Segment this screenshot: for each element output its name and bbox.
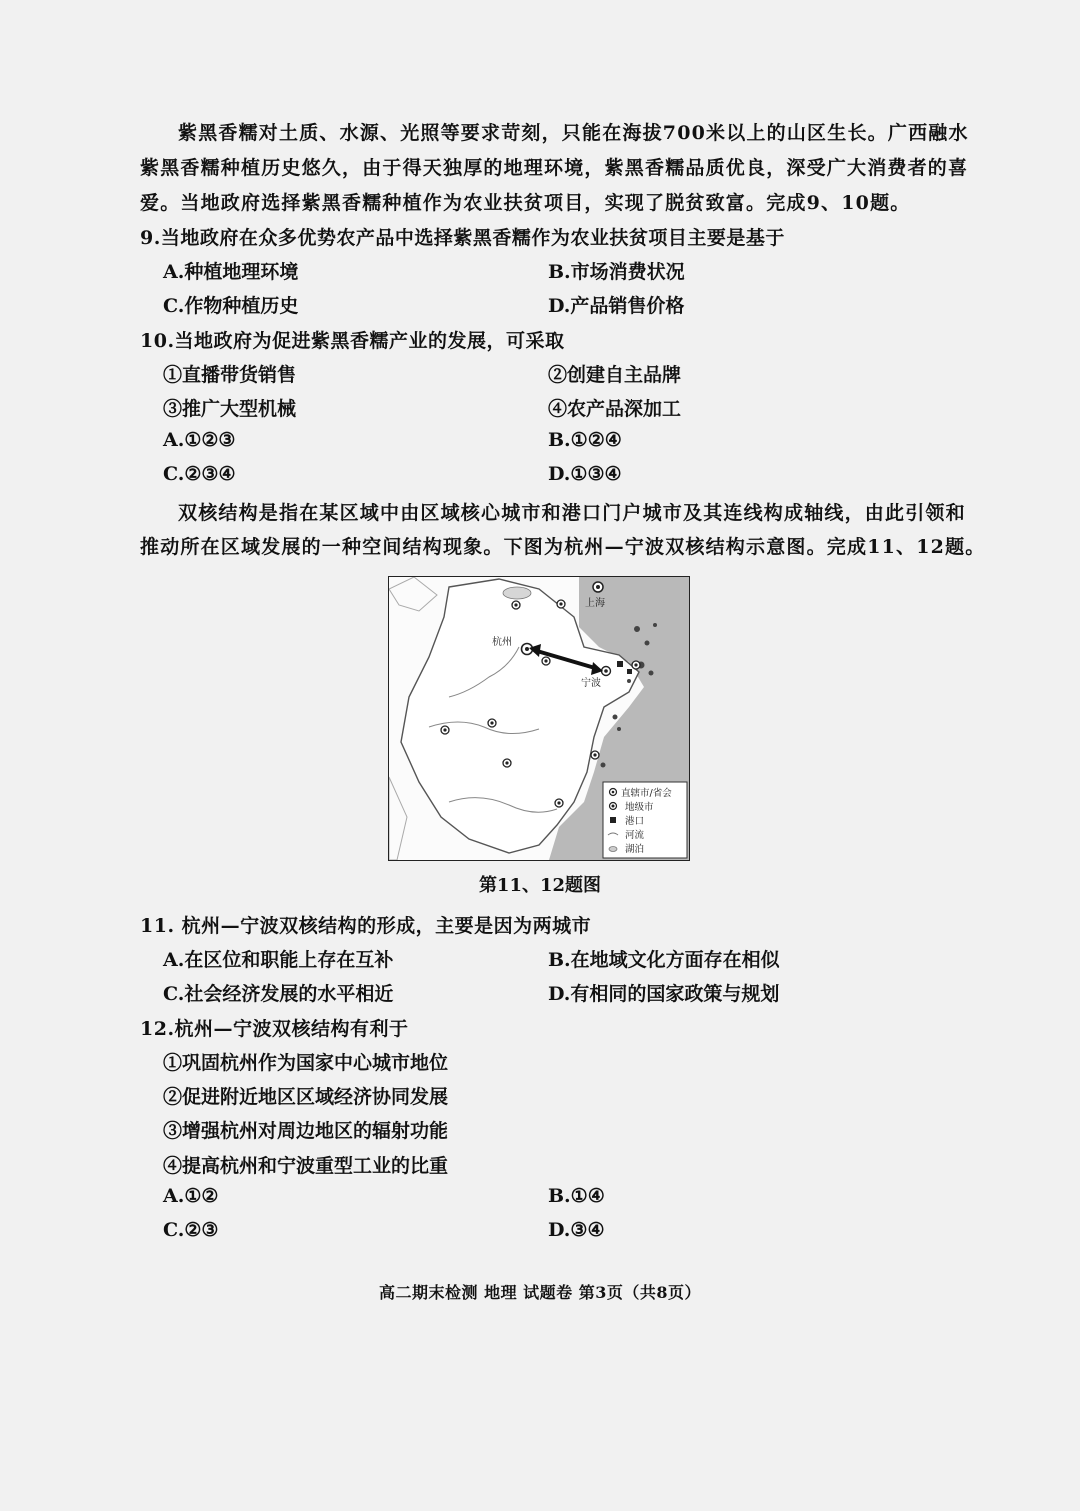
q10-option-d: D.①③④	[548, 463, 622, 485]
q10-statement-3: ③推广大型机械	[163, 398, 297, 420]
q10-statement-4: ④农产品深加工	[548, 398, 682, 420]
legend-lake-icon	[609, 847, 617, 852]
q12-statement-1: ①巩固杭州作为国家中心城市地位	[163, 1052, 449, 1074]
q10-statement-2: ②创建自主品牌	[548, 364, 682, 386]
passage1-line2: 紫黑香糯种植历史悠久，由于得天独厚的地理环境，紫黑香糯品质优良，深受广大消费者的喜	[140, 157, 969, 179]
legend-lake-label: 湖泊	[625, 844, 645, 855]
q9-stem: 9.当地政府在众多优势农产品中选择紫黑香糯作为农业扶贫项目主要是基于	[140, 227, 785, 249]
q12-option-b: B.①④	[548, 1185, 605, 1207]
q12-stem: 12.杭州—宁波双核结构有利于	[140, 1018, 409, 1040]
shanghai-label: 上海	[585, 598, 605, 609]
ningbo-label: 宁波	[581, 678, 601, 689]
passage1-line3: 爱。当地政府选择紫黑香糯种植作为农业扶贫项目，实现了脱贫致富。完成9、10题。	[140, 192, 911, 214]
legend-port-label: 港口	[625, 816, 645, 827]
legend-port-icon	[610, 817, 616, 823]
page-footer: 高二期末检测 地理 试题卷 第3页（共8页）	[379, 1283, 701, 1302]
q12-statement-4: ④提高杭州和宁波重型工业的比重	[163, 1155, 449, 1177]
q12-option-c: C.②③	[163, 1219, 219, 1241]
q12-option-d: D.③④	[548, 1219, 605, 1241]
neighbor-province-outline	[389, 577, 437, 611]
q11-stem: 11. 杭州—宁波双核结构的形成，主要是因为两城市	[140, 915, 592, 937]
q12-statement-2: ②促进附近地区区域经济协同发展	[163, 1086, 449, 1108]
q10-option-c: C.②③④	[163, 463, 236, 485]
q9-option-d: D.产品销售价格	[548, 295, 685, 317]
passage1-line1: 紫黑香糯对土质、水源、光照等要求苛刻，只能在海拔700米以上的山区生长。广西融水	[178, 122, 969, 144]
hangzhou-label: 杭州	[492, 637, 512, 648]
q9-option-b: B.市场消费状况	[548, 261, 685, 283]
neighbor-province-outline-south	[389, 777, 407, 860]
passage2-line1: 双核结构是指在某区域中由区域核心城市和港口门户城市及其连线构成轴线，由此引领和	[178, 502, 966, 524]
legend-capital-label: 直辖市/省会	[621, 788, 672, 799]
q11-option-b: B.在地域文化方面存在相似	[548, 949, 780, 971]
q11-option-c: C.社会经济发展的水平相近	[163, 983, 394, 1005]
lake	[503, 587, 531, 599]
hangzhou-ningbo-map	[388, 576, 690, 861]
legend-prefecture-label: 地级市	[625, 802, 654, 813]
q10-stem: 10.当地政府为促进紫黑香糯产业的发展，可采取	[140, 330, 565, 352]
q10-statement-1: ①直播带货销售	[163, 364, 297, 386]
q12-statement-3: ③增强杭州对周边地区的辐射功能	[163, 1120, 449, 1142]
map-legend	[603, 782, 687, 858]
q10-option-b: B.①②④	[548, 429, 622, 451]
q12-option-a: A.①②	[163, 1185, 219, 1207]
passage2-line2: 推动所在区域发展的一种空间结构现象。下图为杭州—宁波双核结构示意图。完成11、12题。	[140, 536, 986, 558]
q11-option-a: A.在区位和职能上存在互补	[163, 949, 394, 971]
map-svg	[389, 577, 689, 860]
figure-caption: 第11、12题图	[478, 875, 602, 896]
q10-option-a: A.①②③	[163, 429, 236, 451]
legend-river-label: 河流	[625, 830, 645, 841]
q9-option-a: A.种植地理环境	[163, 261, 299, 283]
q11-option-d: D.有相同的国家政策与规划	[548, 983, 780, 1005]
q9-option-c: C.作物种植历史	[163, 295, 299, 317]
